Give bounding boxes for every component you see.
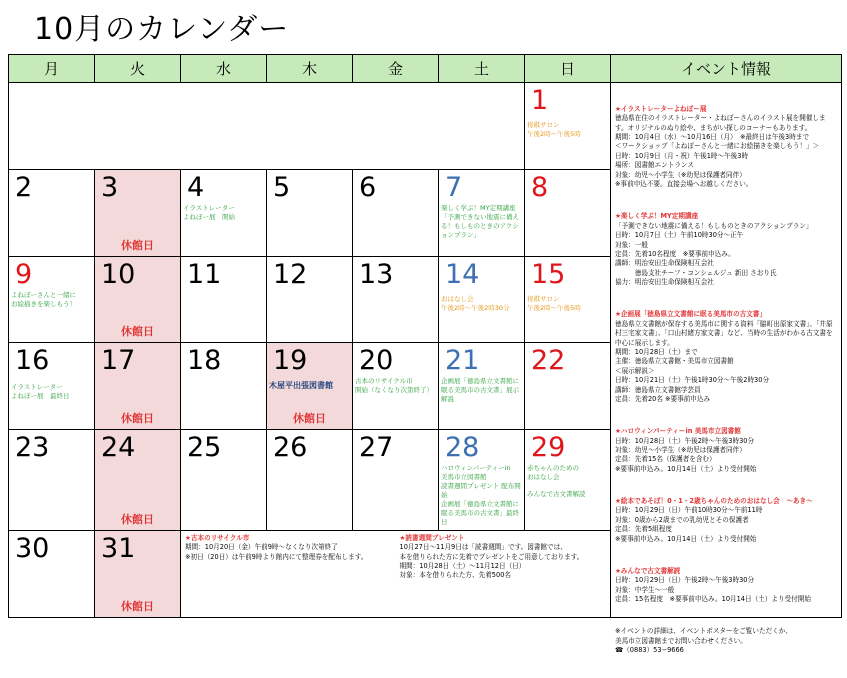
day-number: 3 [101, 171, 119, 203]
day-cell-7 [439, 169, 525, 256]
day-cell-8 [525, 169, 611, 256]
day-cell-19 [267, 343, 353, 430]
closed-label: 休館日 [121, 513, 154, 527]
info-block-picturebook: ★絵本であそぼ！0・1・2歳ちゃんのためのおはなし会 〜あき〜 日時：10月29日（日）午前10時30分〜午前11時 対象：0歳から2歳までの乳幼児とその保護者 定員：先着5組程度 ※要事前申込み。10月14日（土）より受付開始 [615, 497, 813, 543]
day-number: 19 [273, 345, 308, 377]
notes-cell [181, 531, 611, 618]
day-cell-22 [525, 343, 611, 430]
day-cell-30 [9, 531, 95, 618]
weekday-sun: 日 [525, 55, 611, 83]
day-cell-29 [525, 430, 611, 531]
day-number: 25 [187, 432, 222, 463]
weekday-fri: 金 [353, 55, 439, 83]
day-number: 31 [101, 533, 136, 565]
day-cell-11 [181, 256, 267, 343]
day-cell-17 [95, 343, 181, 430]
day-cell-25 [181, 430, 267, 531]
day-number: 15 [531, 258, 566, 290]
info-block-illustration: ★イラストレーターよねぽー展 徳島県在住のイラストレーター・よねぽーさんのイラスト展を開催します。オリジナルのぬり絵や、まちがい探しのコーナーもあります。 期間：10月4日（水）〜10月16日（月） ※最終日は午後3時まで ＜ワークショップ「よねぽーさんと一緒にお絵描きを楽しもう！」＞ 日時：10月9日（月・祝）午後1時〜午後3時 場所：図書館エントランス 対象：幼児〜小学生（※幼児は保護者同伴） ※事前申込不要。直接会場へお越しください。 [615, 104, 826, 189]
day-number: 7 [445, 171, 463, 203]
day-cell-1 [525, 83, 611, 170]
calendar-table [8, 54, 842, 655]
weekday-sat: 土 [439, 55, 525, 83]
cell-event: イラストレーター よねぽー展 最終日 [11, 383, 70, 401]
cell-event: 古本のリサイクル市 開始（なくなり次第終了） [355, 377, 433, 395]
event-info-header: イベント情報 [611, 55, 842, 83]
cell-event: よねぽーさんと一緒に お絵描きを楽しもう！ [11, 290, 76, 308]
day-cell-12 [267, 256, 353, 343]
day-cell-4 [181, 169, 267, 256]
day-cell-21 [439, 343, 525, 430]
day-number: 1 [531, 85, 549, 116]
day-number: 11 [187, 258, 222, 290]
info-block-contact: ※イベントの詳細は、イベントポスターをご覧いただくか、 美馬市立図書館までお問い合わせください。 ☎（0883）53−9666 [615, 627, 792, 655]
closed-label: 休館日 [293, 412, 326, 425]
cell-event: 将棋サロン 午後2時〜午後5時 [527, 294, 581, 312]
cell-event: 企画展「徳島県立文書館に眠る美馬市の古文書」最終日 [441, 500, 519, 526]
day-number: 21 [445, 345, 480, 377]
day-number: 27 [359, 432, 394, 463]
day-cell-9 [9, 256, 95, 343]
day-cell-31 [95, 531, 181, 618]
day-cell-13 [353, 256, 439, 343]
day-cell-18 [181, 343, 267, 430]
day-number: 8 [531, 171, 549, 203]
day-cell-24 [95, 430, 181, 531]
cell-event: 将棋サロン 午後2時〜午後5時 [527, 121, 581, 138]
empty-cell [9, 83, 525, 170]
cell-event: イラストレーター よねぽー展 開始 [183, 203, 235, 221]
cell-event: ハロウィンパーティーin 美馬市立図書館 [441, 464, 511, 481]
day-cell-6 [353, 169, 439, 256]
day-number: 18 [187, 345, 222, 377]
day-cell-23 [9, 430, 95, 531]
info-block-exhibition: ★企画展「徳島県立文書館に眠る美馬市の古文書」 徳島県立文書館が保存する美馬市に関する資料「脇町出原家文書」、「井原村三宅家文書」、「口山村緒方家文書」など、当時の生活がわかる古文書を中心に展示します。 期間：10月28日（土）まで 主催：徳島県立文書館・美馬市立図書館 ＜展示解説＞ 日時：10月21日（土）午後1時30分〜午後2時30分 講師：徳島県立文書館学芸員 定員：先着20名 ※要事前申込み [615, 310, 833, 403]
closed-label: 休館日 [121, 238, 154, 252]
day-cell-3 [95, 169, 181, 256]
closed-label: 休館日 [121, 325, 154, 339]
day-cell-15 [525, 256, 611, 343]
info-block-lecture: ★楽しく学ぶ！MY定期講座 「予測できない地震に備える！もしものときのアクションプラン」 日時：10月7日（土）午前10時30分〜正午 対象：一般 定員：先着10名程度 ※要事前申込み。 講師：明治安田生命保険相互会社 徳島支社チーフ・コンシェルジュ 新田 さおり氏 協力：明治安田生命保険相互会社 [615, 212, 813, 287]
event-info-panel [611, 83, 842, 655]
weekday-thu: 木 [267, 55, 353, 83]
weekday-tue: 火 [95, 55, 181, 83]
day-number: 24 [101, 432, 136, 463]
day-cell-16 [9, 343, 95, 430]
info-block-halloween: ★ハロウィンパーティーin 美馬市立図書館 日時：10月28日（土）午後2時〜午後3時30分 対象：幼児〜小学生（※幼児は保護者同伴） 定員：先着15名（保護者を含む） ※要事前申込み。10月14日（土）より受付開始 [615, 427, 757, 473]
cell-event: 企画展「徳島県立文書館に眠る美馬市の古文書」展示解説 [441, 377, 519, 404]
cell-event: 楽しく学ぶ！MY定期講座「予測できない地震に備える！もしものときのアクションプラン」 [441, 203, 519, 239]
day-cell-14 [439, 256, 525, 343]
cell-event: みんなで古文書解読 [527, 490, 586, 498]
closed-label: 休館日 [121, 412, 154, 425]
info-block-komonjo: ★みんなで古文書解読 日時：10月29日（日）午後2時〜午後3時30分 対象：中学生〜一般 定員：15名程度 ※要事前申込み。10月14日（土）より受付開始 [615, 566, 811, 604]
note-recycle: ★古本のリサイクル市 期間：10月20日（金）午前9時〜なくなり次第終了 ※初日（20日）は午前9時より館内にて整理券を配布します。 [185, 534, 368, 561]
day-number: 9 [15, 258, 33, 290]
day-number: 22 [531, 345, 566, 377]
cell-event: おはなし会 午後2時〜午後2時30分 [441, 294, 510, 312]
day-number: 6 [359, 171, 377, 203]
day-number: 10 [101, 258, 136, 290]
day-number: 4 [187, 171, 205, 203]
day-number: 26 [273, 432, 308, 463]
day-cell-27 [353, 430, 439, 531]
day-number: 13 [359, 258, 394, 290]
closed-label: 休館日 [121, 600, 154, 613]
day-number: 2 [15, 171, 33, 203]
day-number: 28 [445, 432, 480, 463]
cell-event: 赤ちゃんのための おはなし会 [527, 464, 579, 481]
day-cell-10 [95, 256, 181, 343]
day-cell-28 [439, 430, 525, 531]
day-number: 16 [15, 345, 50, 377]
day-number: 29 [531, 432, 566, 463]
cell-event: 木屋平出張図書館 [269, 381, 333, 391]
day-number: 12 [273, 258, 308, 290]
day-number: 23 [15, 432, 50, 463]
day-number: 14 [445, 258, 480, 290]
day-number: 20 [359, 345, 394, 377]
note-reading-week: ★読書週間プレゼント 10月27日〜11月9日は「読書週間」です。図書館では、 本を借りられた方に先着でプレゼントをご用意しております。 期間：10月28日（土）〜11月12日（日） 対象：本を借りられた方、先着500名 [399, 534, 584, 580]
page-title: 10月のカレンダー [34, 12, 290, 47]
cell-event: 読書週間プレゼント 配布開始 [441, 482, 521, 499]
day-cell-20 [353, 343, 439, 430]
day-number: 17 [101, 345, 136, 377]
day-cell-5 [267, 169, 353, 256]
day-cell-26 [267, 430, 353, 531]
weekday-wed: 水 [181, 55, 267, 83]
day-number: 5 [273, 171, 291, 203]
day-cell-2 [9, 169, 95, 256]
day-number: 30 [15, 533, 50, 565]
weekday-mon: 月 [9, 55, 95, 83]
